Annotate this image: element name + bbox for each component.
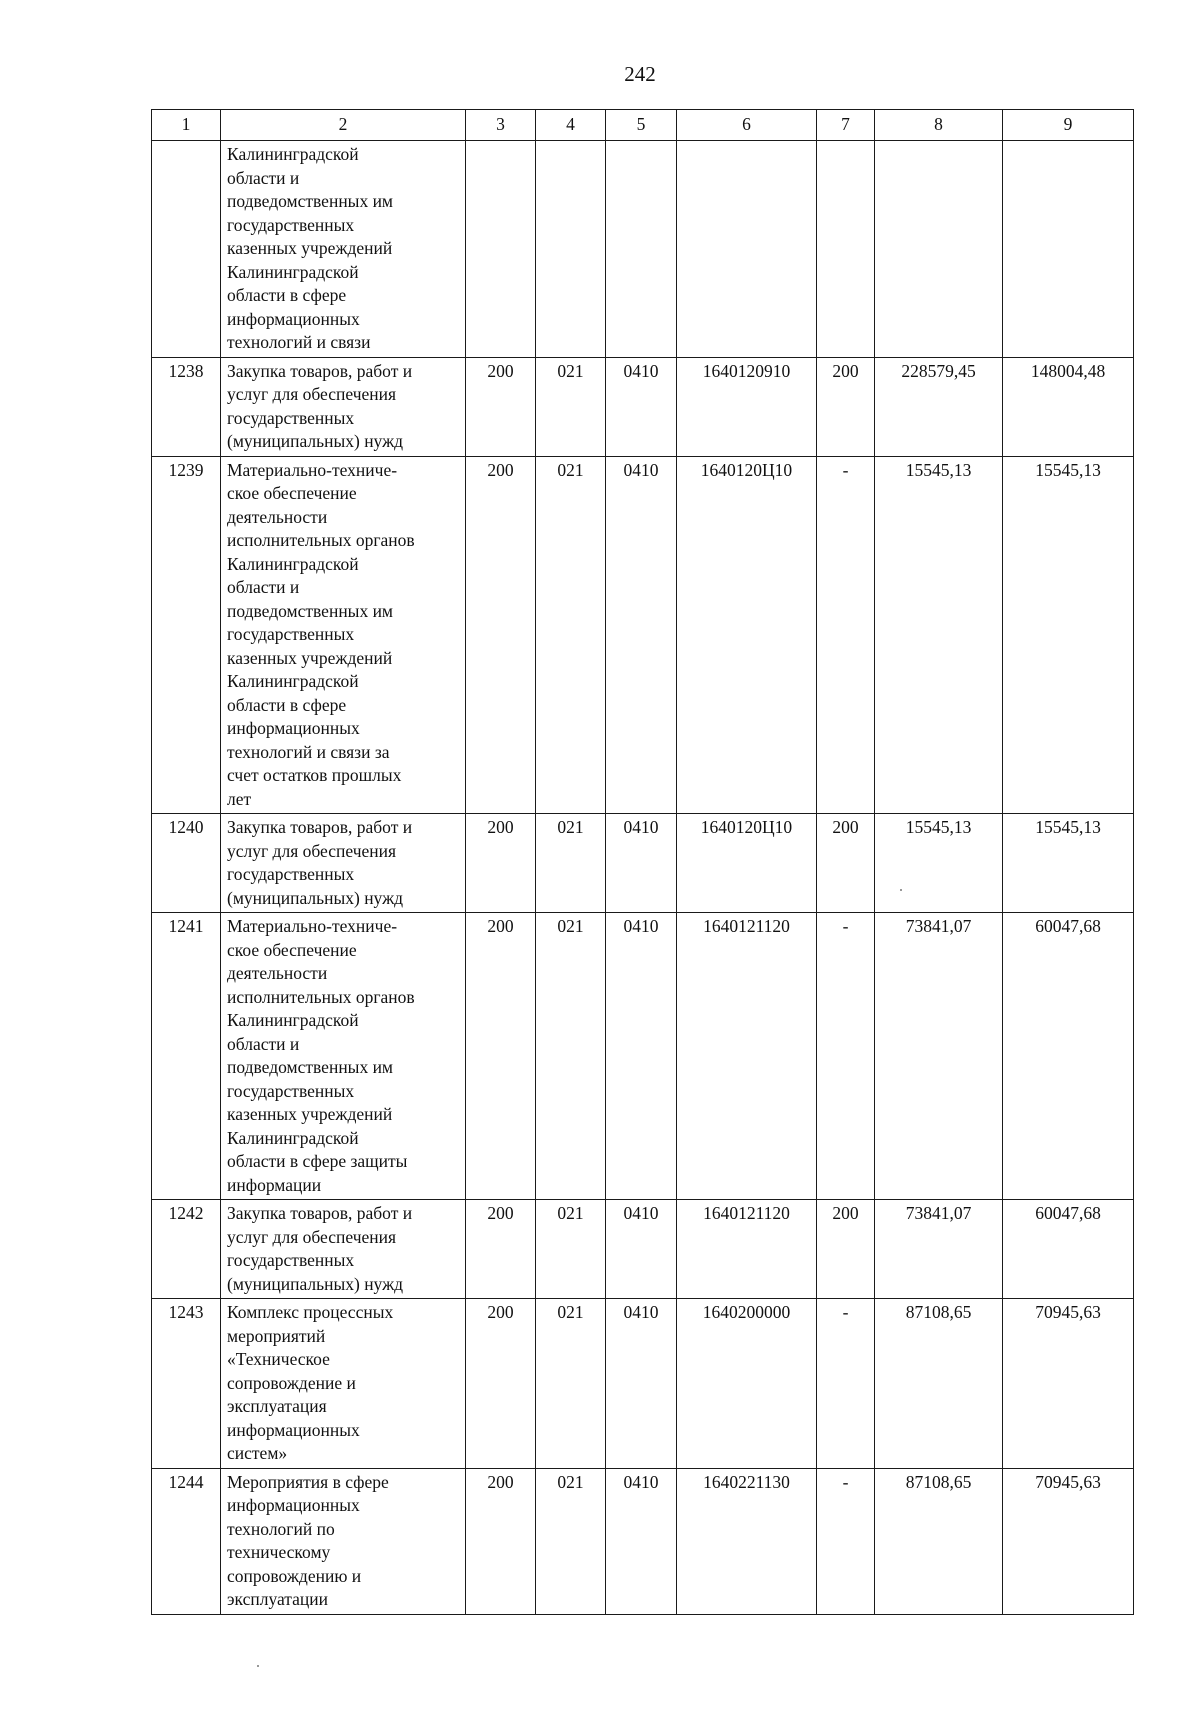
description-cell: Закупка товаров, работ и услуг для обеспечения государственных (муниципальных) нужд	[221, 814, 466, 913]
row-number-cell: 1244	[152, 1468, 221, 1614]
department-code-cell: 021	[536, 1200, 606, 1299]
amount-col9-cell: 70945,63	[1003, 1299, 1134, 1469]
expense-type-cell: -	[817, 913, 875, 1200]
column-header: 9	[1003, 110, 1134, 141]
expense-type-cell: 200	[817, 814, 875, 913]
section-code-cell: 0410	[606, 456, 677, 814]
amount-col8-cell: 15545,13	[875, 814, 1003, 913]
amount-col8-cell: 73841,07	[875, 913, 1003, 1200]
row-number-cell: 1238	[152, 357, 221, 456]
section-code-cell: 0410	[606, 1200, 677, 1299]
column-header: 4	[536, 110, 606, 141]
column-header: 6	[677, 110, 817, 141]
description-cell: Материально-техниче- ское обеспечение деятельности исполнительных органов Калининградской области и подведомственных им государственных казенных учреждений Калининградской области в сфере информационных технологий и связи за счет остатков прошлых лет	[221, 456, 466, 814]
ministry-code-cell: 200	[466, 1299, 536, 1469]
row-number-cell: 1242	[152, 1200, 221, 1299]
ministry-code-cell	[466, 141, 536, 358]
department-code-cell: 021	[536, 913, 606, 1200]
table-row	[152, 456, 1134, 814]
table-header-row	[152, 110, 1134, 141]
department-code-cell: 021	[536, 357, 606, 456]
amount-col9-cell: 60047,68	[1003, 913, 1134, 1200]
amount-col8-cell: 73841,07	[875, 1200, 1003, 1299]
department-code-cell: 021	[536, 1299, 606, 1469]
expense-type-cell	[817, 141, 875, 358]
target-article-cell: 1640120910	[677, 357, 817, 456]
target-article-cell: 1640221130	[677, 1468, 817, 1614]
scan-speck	[257, 1665, 259, 1667]
row-number-cell: 1241	[152, 913, 221, 1200]
section-code-cell: 0410	[606, 357, 677, 456]
ministry-code-cell: 200	[466, 456, 536, 814]
amount-col9-cell: 15545,13	[1003, 456, 1134, 814]
amount-col8-cell: 15545,13	[875, 456, 1003, 814]
section-code-cell	[606, 141, 677, 358]
row-number-cell: 1243	[152, 1299, 221, 1469]
row-number-cell: 1239	[152, 456, 221, 814]
target-article-cell: 1640120Ц10	[677, 814, 817, 913]
amount-col8-cell: 87108,65	[875, 1299, 1003, 1469]
ministry-code-cell: 200	[466, 814, 536, 913]
target-article-cell: 1640121120	[677, 1200, 817, 1299]
amount-col8-cell	[875, 141, 1003, 358]
expense-type-cell: -	[817, 456, 875, 814]
table-row	[152, 1468, 1134, 1614]
section-code-cell: 0410	[606, 1468, 677, 1614]
table-row	[152, 814, 1134, 913]
ministry-code-cell: 200	[466, 1468, 536, 1614]
description-cell: Закупка товаров, работ и услуг для обеспечения государственных (муниципальных) нужд	[221, 1200, 466, 1299]
column-header: 3	[466, 110, 536, 141]
target-article-cell: 1640200000	[677, 1299, 817, 1469]
department-code-cell: 021	[536, 814, 606, 913]
description-cell: Мероприятия в сфере информационных технологий по техническому сопровождению и эксплуатации	[221, 1468, 466, 1614]
description-cell: Закупка товаров, работ и услуг для обеспечения государственных (муниципальных) нужд	[221, 357, 466, 456]
amount-col8-cell: 228579,45	[875, 357, 1003, 456]
amount-col8-cell: 87108,65	[875, 1468, 1003, 1614]
expense-type-cell: -	[817, 1468, 875, 1614]
description-cell: Материально-техниче- ское обеспечение деятельности исполнительных органов Калининградской области и подведомственных им государственных казенных учреждений Калининградской области в сфере защиты информации	[221, 913, 466, 1200]
section-code-cell: 0410	[606, 1299, 677, 1469]
department-code-cell: 021	[536, 456, 606, 814]
column-header: 8	[875, 110, 1003, 141]
expense-type-cell: 200	[817, 357, 875, 456]
table-row	[152, 1299, 1134, 1469]
row-number-cell	[152, 141, 221, 358]
table-row	[152, 1200, 1134, 1299]
target-article-cell: 1640120Ц10	[677, 456, 817, 814]
amount-col9-cell: 148004,48	[1003, 357, 1134, 456]
page-number: 242	[624, 62, 656, 86]
amount-col9-cell: 70945,63	[1003, 1468, 1134, 1614]
expense-type-cell: 200	[817, 1200, 875, 1299]
section-code-cell: 0410	[606, 913, 677, 1200]
section-code-cell: 0410	[606, 814, 677, 913]
scan-speck	[900, 889, 902, 891]
budget-table	[151, 109, 1134, 1615]
target-article-cell: 1640121120	[677, 913, 817, 1200]
department-code-cell: 021	[536, 1468, 606, 1614]
amount-col9-cell: 60047,68	[1003, 1200, 1134, 1299]
amount-col9-cell	[1003, 141, 1134, 358]
column-header: 1	[152, 110, 221, 141]
description-cell: Комплекс процессных мероприятий «Техническое сопровождение и эксплуатация информационных систем»	[221, 1299, 466, 1469]
table-row	[152, 141, 1134, 358]
column-header: 2	[221, 110, 466, 141]
column-header: 5	[606, 110, 677, 141]
table-row	[152, 913, 1134, 1200]
department-code-cell	[536, 141, 606, 358]
ministry-code-cell: 200	[466, 1200, 536, 1299]
expense-type-cell: -	[817, 1299, 875, 1469]
table-row	[152, 357, 1134, 456]
ministry-code-cell: 200	[466, 357, 536, 456]
column-header: 7	[817, 110, 875, 141]
description-cell: Калининградской области и подведомственных им государственных казенных учреждений Калининградской области в сфере информационных технологий и связи	[221, 141, 466, 358]
amount-col9-cell: 15545,13	[1003, 814, 1134, 913]
row-number-cell: 1240	[152, 814, 221, 913]
ministry-code-cell: 200	[466, 913, 536, 1200]
target-article-cell	[677, 141, 817, 358]
